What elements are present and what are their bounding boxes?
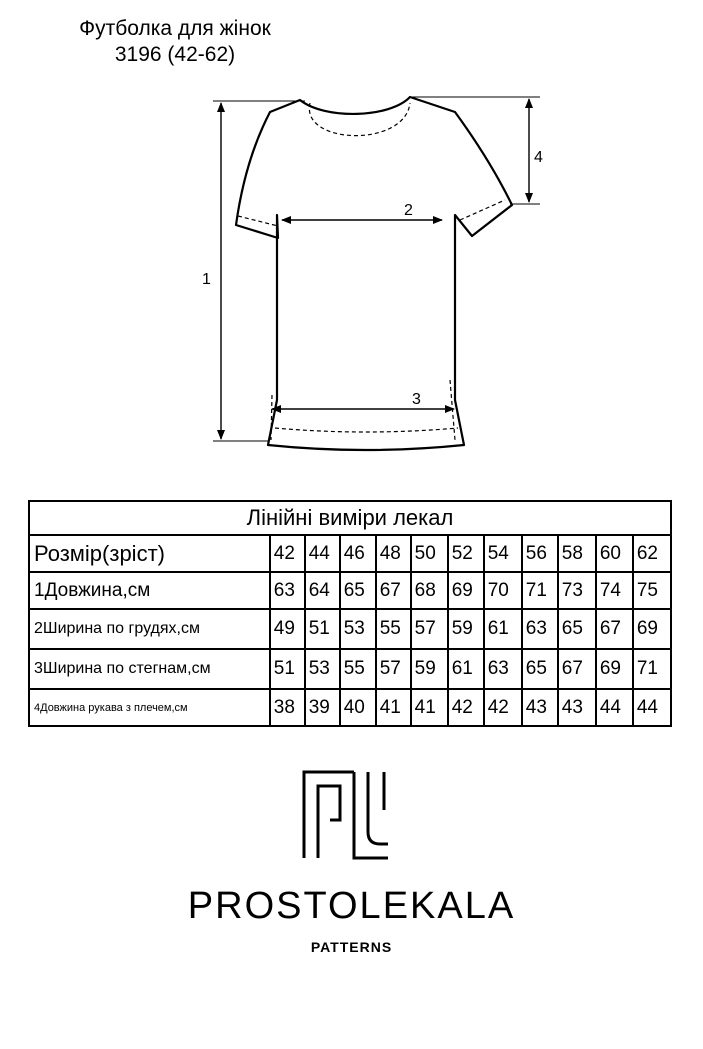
table-cell: 55 xyxy=(376,609,411,649)
length-row xyxy=(29,572,671,609)
row-label: 4Довжина рукава з плечем,см xyxy=(29,689,270,726)
length-label: 1 xyxy=(202,271,211,288)
table-cell: 55 xyxy=(340,649,376,689)
table-cell: 64 xyxy=(305,572,340,609)
table-cell: 65 xyxy=(340,572,376,609)
table-cell: 57 xyxy=(376,649,411,689)
table-cell: 67 xyxy=(558,649,596,689)
table-cell: 68 xyxy=(411,572,448,609)
table-cell: 48 xyxy=(376,535,411,572)
row-label: 1Довжина,см xyxy=(29,572,270,609)
table-cell: 59 xyxy=(448,609,484,649)
table-cell: 41 xyxy=(376,689,411,726)
row-label: 2Ширина по грудях,см xyxy=(29,609,270,649)
row-label: 3Ширина по стегнам,см xyxy=(29,649,270,689)
table-cell: 59 xyxy=(411,649,448,689)
chest-label: 2 xyxy=(404,202,413,219)
table-cell: 42 xyxy=(270,535,305,572)
sleeve-length-row xyxy=(29,689,671,726)
table-cell: 70 xyxy=(484,572,522,609)
table-cell: 41 xyxy=(411,689,448,726)
chest-width-row xyxy=(29,609,671,649)
table-cell: 42 xyxy=(448,689,484,726)
bottom-hem-stitch xyxy=(275,428,458,432)
title-line-2: 3196 (42-62) xyxy=(114,43,236,66)
table-cell: 43 xyxy=(522,689,558,726)
table-cell: 65 xyxy=(522,649,558,689)
hip-label: 3 xyxy=(412,391,421,408)
table-cell: 49 xyxy=(270,609,305,649)
table-cell: 69 xyxy=(448,572,484,609)
size-row xyxy=(29,535,671,572)
table-cell: 69 xyxy=(596,649,633,689)
table-cell: 56 xyxy=(522,535,558,572)
table-cell: 63 xyxy=(522,609,558,649)
table-cell: 58 xyxy=(558,535,596,572)
table-cell: 63 xyxy=(270,572,305,609)
table-cell: 50 xyxy=(411,535,448,572)
table-cell: 53 xyxy=(340,609,376,649)
table-cell: 51 xyxy=(305,609,340,649)
table-cell: 57 xyxy=(411,609,448,649)
neckline-stitch xyxy=(309,103,410,136)
table-cell: 44 xyxy=(633,689,671,726)
measurements-table xyxy=(28,500,672,727)
left-slit-stitch xyxy=(271,395,272,440)
table-cell: 44 xyxy=(305,535,340,572)
table-cell: 75 xyxy=(633,572,671,609)
table-cell: 73 xyxy=(558,572,596,609)
brand-name: PROSTOLEKALA xyxy=(187,885,516,927)
left-sleeve-hem-stitch xyxy=(238,216,278,226)
table-cell: 71 xyxy=(633,649,671,689)
table-cell: 61 xyxy=(484,609,522,649)
table-cell: 52 xyxy=(448,535,484,572)
table-cell: 63 xyxy=(484,649,522,689)
table-caption: Лінійні виміри лекал xyxy=(29,501,671,535)
sleeve-label: 4 xyxy=(534,149,543,166)
table-cell: 60 xyxy=(596,535,633,572)
table-cell: 69 xyxy=(633,609,671,649)
title-line-1: Футболка для жінок xyxy=(79,17,271,40)
table-cell: 44 xyxy=(596,689,633,726)
table-cell: 42 xyxy=(484,689,522,726)
table-cell: 46 xyxy=(340,535,376,572)
row-label: Розмір(зріст) xyxy=(29,535,270,572)
brand-logo-mark xyxy=(302,770,390,860)
table-cell: 40 xyxy=(340,689,376,726)
tshirt-diagram xyxy=(0,0,703,480)
table-cell: 43 xyxy=(558,689,596,726)
table-cell: 65 xyxy=(558,609,596,649)
table-cell: 71 xyxy=(522,572,558,609)
table-cell: 39 xyxy=(305,689,340,726)
hip-width-row xyxy=(29,649,671,689)
table-cell: 67 xyxy=(596,609,633,649)
brand-subtitle: PATTERNS xyxy=(310,939,393,955)
table-cell: 51 xyxy=(270,649,305,689)
table-cell: 54 xyxy=(484,535,522,572)
table-cell: 53 xyxy=(305,649,340,689)
table-cell: 62 xyxy=(633,535,671,572)
table-cell: 38 xyxy=(270,689,305,726)
table-cell: 74 xyxy=(596,572,633,609)
tshirt-outline xyxy=(236,97,512,450)
table-cell: 67 xyxy=(376,572,411,609)
table-cell: 61 xyxy=(448,649,484,689)
